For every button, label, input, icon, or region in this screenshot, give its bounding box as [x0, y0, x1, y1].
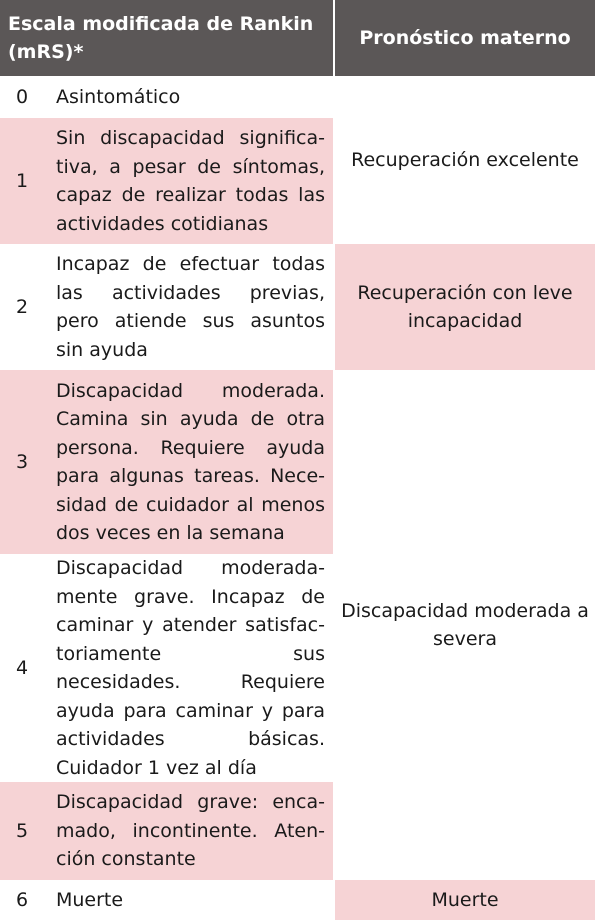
score-cell: 1: [0, 118, 44, 244]
table-row: [0, 244, 595, 370]
description-cell: Discapacidad grave: encamado, incontinente. Atención constante: [44, 782, 334, 880]
description-cell: Asintomático: [56, 85, 181, 108]
score-cell: 2: [15, 295, 29, 318]
score-cell: 6: [15, 888, 29, 911]
description-cell: Sin discapacidad significativa, a pesar de síntomas, capaz de realizar todas las actividades cotidianas: [44, 118, 334, 244]
score-cell: 0: [15, 85, 29, 108]
header-scale: Escala modificada de Rankin (mRS)*: [0, 0, 334, 76]
description-cell: Discapacidad moderada. Camina sin ayuda de otra persona. Requiere ayuda para algunas tareas. Necesidad de cuidador al menos dos veces en la semana: [44, 370, 334, 554]
prognosis-cell: Muerte: [334, 880, 595, 920]
score-cell: 4: [15, 656, 29, 679]
header-prognosis: Pronóstico materno: [334, 0, 595, 76]
prognosis-cell: Recuperación excelente: [334, 76, 595, 244]
description-cell: Discapacidad moderadamente grave. Incapaz de caminar y atender satisfactoriamente sus necesidades. Requiere ayuda para caminar y para actividades básicas. Cuidador 1 vez al día: [56, 557, 325, 779]
table-header-row: [0, 0, 595, 76]
table-row: [0, 370, 595, 554]
table-row: [0, 76, 595, 118]
table-row: [0, 880, 595, 920]
score-cell: 5: [0, 782, 44, 880]
score-cell: 3: [0, 370, 44, 554]
prognosis-cell: Recuperación con leve incapacidad: [334, 244, 595, 370]
description-cell: Incapaz de efectuar todas las actividades previas, pero atiende sus asuntos sin ayuda: [56, 253, 325, 361]
description-cell: Muerte: [56, 888, 124, 911]
prognosis-cell: Discapacidad moderada a severa: [334, 370, 595, 880]
